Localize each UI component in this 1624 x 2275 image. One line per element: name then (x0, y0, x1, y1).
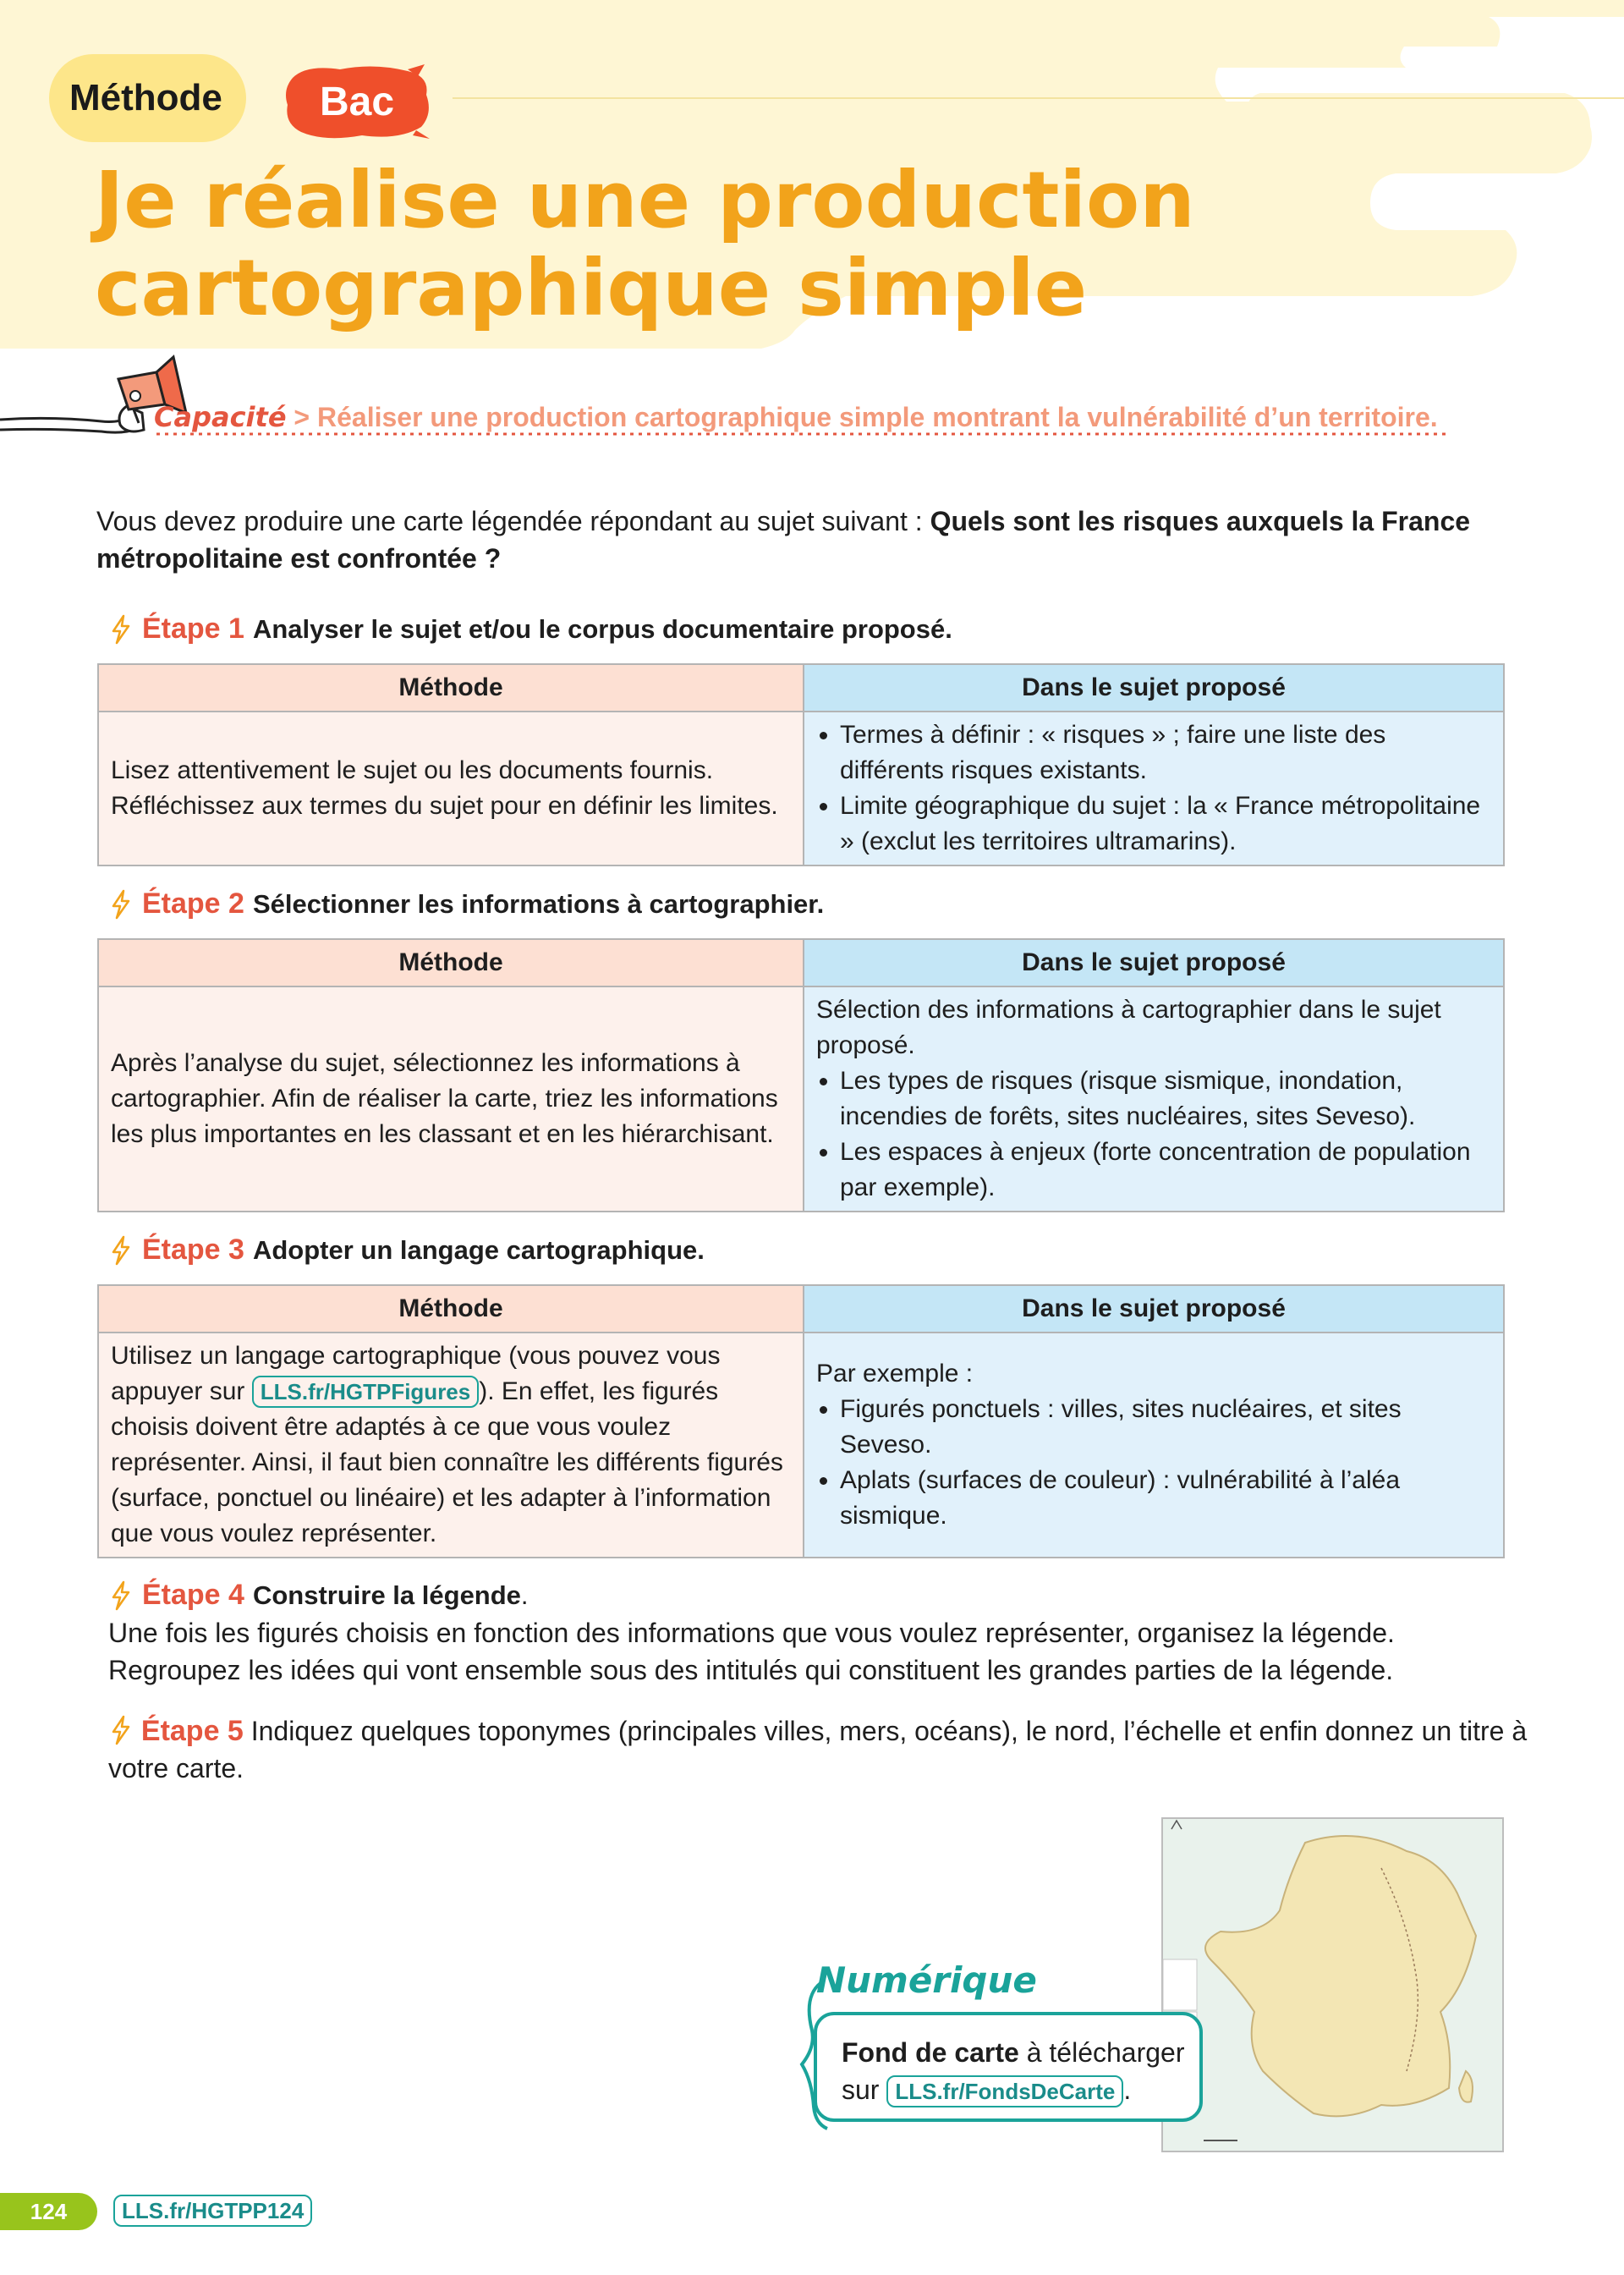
step-3-sujet-item: • Figurés ponctuels : villes, sites nucléaires, et sites Seveso. (840, 1392, 1491, 1463)
step-4-title: Construire la légende (252, 1580, 521, 1610)
step-2-label: Étape 2 (142, 887, 244, 920)
step-1-col-sujet: Dans le sujet proposé (804, 664, 1504, 712)
step-3-methode-cell (98, 1333, 804, 1558)
step-4-text: Une fois les figurés choisis en fonction des informations que vous voulez représenter, organisez la légende. Regroupez les idées qui vont ensemble sous des intitulés qui constituent les grandes parties de la légende. (108, 1618, 1395, 1685)
step-5-text: Indiquez quelques toponymes (principales villes, mers, océans), le nord, l’échelle et enfin donnez un titre à votre carte. (108, 1716, 1528, 1783)
methode-badge: Méthode (49, 54, 246, 142)
step-3-col-methode: Méthode (98, 1285, 804, 1333)
step-1-label: Étape 1 (142, 613, 244, 645)
step-2-heading (108, 887, 824, 920)
step-4-heading (108, 1579, 529, 1612)
step-2-sujet-cell (804, 986, 1504, 1212)
step-1-sujet-cell (804, 712, 1504, 865)
step-2-sujet-item: • Les espaces à enjeux (forte concentration de population par exemple). (840, 1135, 1491, 1206)
numerique-title: Numérique (816, 1959, 1037, 2001)
step-2-col-sujet: Dans le sujet proposé (804, 939, 1504, 986)
lightning-icon (108, 1235, 134, 1266)
step-1-sujet-item: • Termes à définir : « risques » ; faire une liste des différents risques existants. (840, 717, 1491, 789)
step-1-methode-line-2: Réfléchissez aux termes du sujet pour en définir les limites. (111, 792, 778, 820)
lightning-icon (108, 1580, 134, 1611)
step-3-methode-after: ). En effet, les figurés choisis doivent être adaptés à ce que vous voulez représenter. Ainsi, il faut bien connaître les différents figurés (surface, ponctuel ou linéaire) et les adapter à l’information que vous voulez représenter. (111, 1377, 783, 1547)
header-rule (453, 97, 1624, 99)
step-1-methode-cell (98, 712, 804, 865)
step-2-sujet-intro: Sélection des informations à cartographier dans le sujet proposé. (816, 996, 1441, 1059)
step-1-title: Analyser le sujet et/ou le corpus documentaire proposé. (252, 613, 952, 644)
step-1-sujet-item: • Limite géographique du sujet : la « France métropolitaine » (exclut les territoires ultramarins). (840, 789, 1491, 860)
capacite-label: Capacité (154, 401, 287, 433)
step-2-title: Sélectionner les informations à cartographier. (252, 888, 825, 919)
page-title (95, 157, 1363, 332)
capacite-line (154, 401, 1438, 433)
intro-paragraph (96, 503, 1534, 577)
step-3-label: Étape 3 (142, 1234, 244, 1266)
lightning-icon (108, 1715, 134, 1745)
step-3-col-sujet: Dans le sujet proposé (804, 1285, 1504, 1333)
step-2-col-methode: Méthode (98, 939, 804, 986)
step-1-table (97, 663, 1505, 866)
numerique-prefix: sur (842, 2074, 887, 2105)
step-5-paragraph (108, 1712, 1529, 1787)
intro-text: Vous devez produire une carte légendée répondant au sujet suivant : (96, 506, 930, 536)
fonds-de-carte-link[interactable]: LLS.fr/FondsDeCarte (886, 2075, 1123, 2107)
intro-question: Quels sont les risques auxquels la France métropolitaine est confrontée ? (96, 506, 1471, 574)
step-2-sujet-item: • Les types de risques (risque sismique, inondation, incendies de forêts, sites nucléaires, sites Seveso). (840, 1063, 1491, 1135)
step-4-title-suffix: . (520, 1580, 529, 1610)
capacite-separator: > (294, 402, 310, 432)
footer-link[interactable]: LLS.fr/HGTPP124 (113, 2195, 312, 2227)
lightning-icon (108, 614, 134, 645)
page-number: 124 (0, 2193, 97, 2230)
france-base-map (1161, 1817, 1504, 2152)
numerique-rest: à télécharger (1018, 2037, 1185, 2068)
lightning-icon (108, 889, 134, 920)
numerique-text (842, 2034, 1184, 2108)
capacite-text: Réaliser une production cartographique simple montrant la vulnérabilité d’un territoire. (316, 402, 1438, 432)
step-2-methode-cell: Après l’analyse du sujet, sélectionnez les informations à cartographier. Afin de réaliser la carte, triez les informations les plus importantes en les classant et en les hiérarchisant. (98, 986, 804, 1212)
step-1-col-methode: Méthode (98, 664, 804, 712)
numerique-suffix: . (1123, 2074, 1132, 2105)
step-3-sujet-cell (804, 1333, 1504, 1558)
step-1-heading (108, 613, 952, 646)
step-3-table (97, 1284, 1505, 1558)
step-2-table (97, 938, 1505, 1212)
step-3-sujet-item: • Aplats (surfaces de couleur) : vulnérabilité à l’aléa sismique. (840, 1463, 1491, 1534)
bac-label: Bac (319, 79, 395, 124)
step-3-methode-before: Utilisez un langage cartographique (vous pouvez vous appuyer sur (111, 1342, 721, 1405)
step-3-heading (108, 1234, 705, 1267)
step-5-label: Étape 5 (140, 1715, 244, 1747)
figures-link[interactable]: LLS.fr/HGTPFigures (252, 1376, 479, 1408)
title-line-2: cartographique simple (95, 243, 1088, 333)
step-4-label: Étape 4 (142, 1579, 244, 1611)
title-line-1: Je réalise une production (95, 155, 1195, 245)
step-3-sujet-intro: Par exemple : (816, 1360, 974, 1388)
numerique-bold: Fond de carte (842, 2037, 1019, 2068)
step-3-title: Adopter un langage cartographique. (252, 1234, 705, 1265)
step-1-methode-line-1: Lisez attentivement le sujet ou les documents fournis. (111, 756, 714, 784)
